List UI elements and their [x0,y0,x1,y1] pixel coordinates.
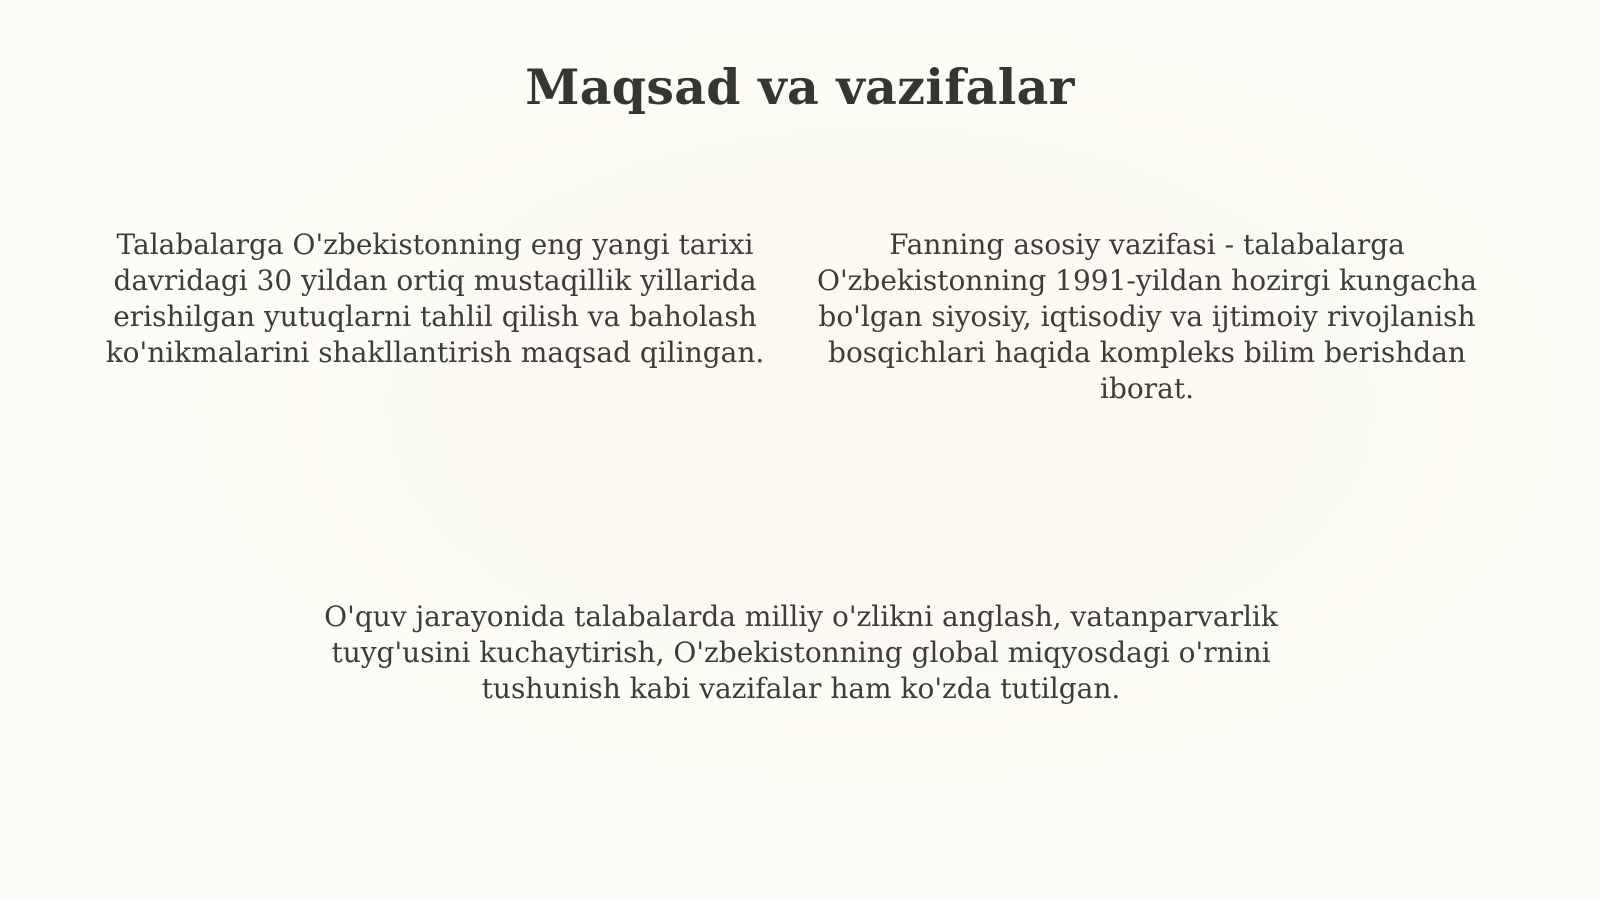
additional-tasks-paragraph: O'quv jarayonida talabalarda milliy o'zlikni anglash, vatanparvarlik tuyg'usini kuchaytirish, O'zbekistonning global miqyosdagi o'rnini tushunish kabi vazifalar ham ko'zda tutilgan. [324,600,1278,705]
main-task-paragraph: Fanning asosiy vazifasi - talabalarga O'zbekistonning 1991-yildan hozirgi kungacha bo'lgan siyosiy, iqtisodiy va ijtimoiy rivojlanish bosqichlari haqida kompleks bilim berishdan iborat. [817,228,1477,405]
goal-paragraph: Talabalarga O'zbekistonning eng yangi tarixi davridagi 30 yildan ortiq mustaqillik yillarida erishilgan yutuqlarni tahlil qilish va baholash ko'nikmalarini shakllantirish maqsad qilingan. [105,228,765,369]
slide-title: Maqsad va vazifalar [525,58,1075,116]
